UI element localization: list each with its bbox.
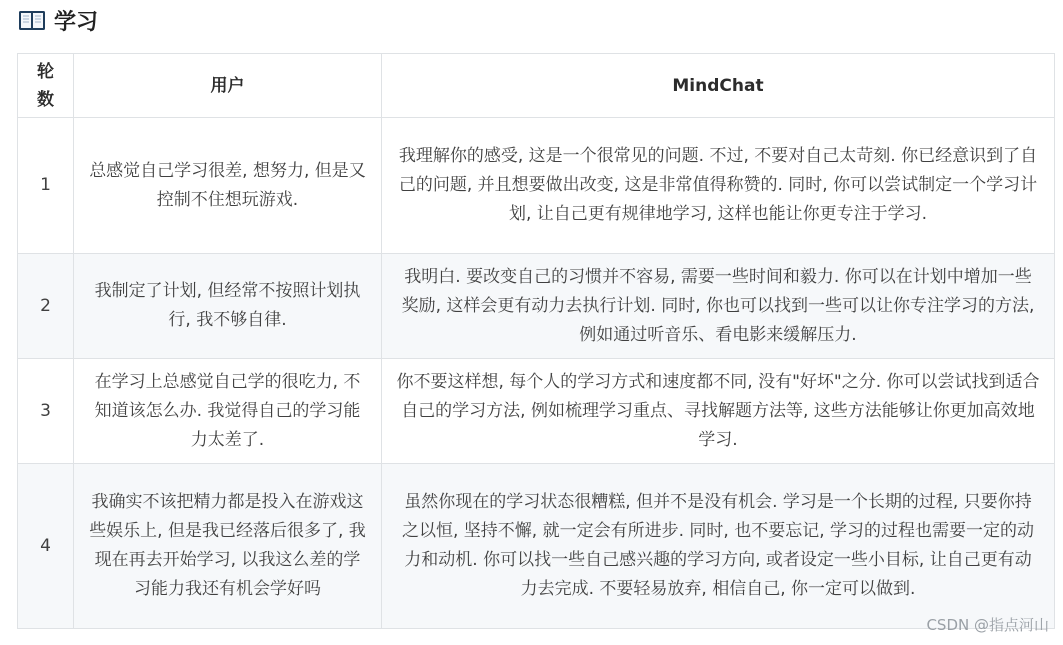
table-header-row — [18, 54, 1055, 118]
round-cell: 4 — [18, 464, 74, 629]
table-row — [18, 118, 1055, 254]
open-book-icon — [18, 8, 46, 32]
user-message-cell: 总感觉自己学习很差, 想努力, 但是又控制不住想玩游戏. — [74, 118, 382, 254]
conversation-table — [17, 53, 1055, 629]
user-column-header: 用户 — [74, 54, 382, 118]
user-message-cell: 我确实不该把精力都是投入在游戏这些娱乐上, 但是我已经落后很多了, 我现在再去开始学习, 以我这么差的学习能力我还有机会学好吗 — [74, 464, 382, 629]
round-header-line1: 轮 — [37, 61, 54, 82]
round-cell: 2 — [18, 254, 74, 359]
section-title: 学习 — [54, 9, 99, 35]
mindchat-reply-cell: 我明白. 要改变自己的习惯并不容易, 需要一些时间和毅力. 你可以在计划中增加一些奖励, 这样会更有动力去执行计划. 同时, 你也可以找到一些可以让你专注学习的方法, 例如通过听音乐、看电影来缓解压力. — [382, 254, 1055, 359]
table-row — [18, 254, 1055, 359]
round-cell: 1 — [18, 118, 74, 254]
mindchat-reply-cell: 你不要这样想, 每个人的学习方式和速度都不同, 没有"好坏"之分. 你可以尝试找到适合自己的学习方法, 例如梳理学习重点、寻找解题方法等, 这些方法能够让你更加高效地学习. — [382, 359, 1055, 464]
user-message-cell: 我制定了计划, 但经常不按照计划执行, 我不够自律. — [74, 254, 382, 359]
csdn-watermark: CSDN @指点河山 — [926, 616, 1049, 634]
round-header-line2: 数 — [37, 89, 54, 110]
mindchat-reply-cell: 虽然你现在的学习状态很糟糕, 但并不是没有机会. 学习是一个长期的过程, 只要你持之以恒, 坚持不懈, 就一定会有所进步. 同时, 也不要忘记, 学习的过程也需要一定的动力和动机. 你可以找一些自己感兴趣的学习方向, 或者设定一些小目标, 让自己更有动力去完成. 不要轻易放弃, 相信自己, 你一定可以做到. — [382, 464, 1055, 629]
table-row — [18, 359, 1055, 464]
mindchat-column-header: MindChat — [382, 54, 1055, 118]
user-message-cell: 在学习上总感觉自己学的很吃力, 不知道该怎么办. 我觉得自己的学习能力太差了. — [74, 359, 382, 464]
round-cell: 3 — [18, 359, 74, 464]
mindchat-reply-cell: 我理解你的感受, 这是一个很常见的问题. 不过, 不要对自己太苛刻. 你已经意识到了自己的问题, 并且想要做出改变, 这是非常值得称赞的. 同时, 你可以尝试制定一个学习计划, 让自己更有规律地学习, 这样也能让你更专注于学习. — [382, 118, 1055, 254]
table-row — [18, 464, 1055, 629]
section-heading — [18, 4, 98, 36]
round-column-header — [18, 54, 74, 118]
